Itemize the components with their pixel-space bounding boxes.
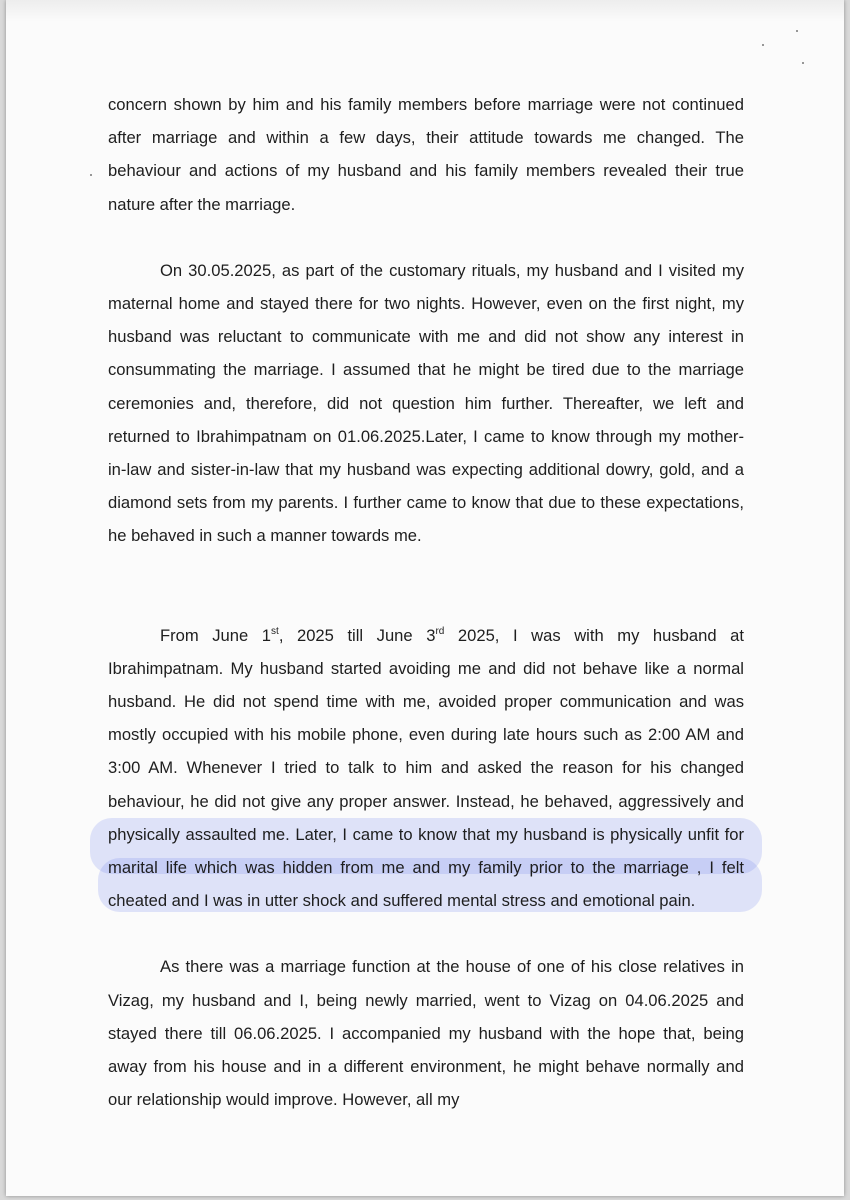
scan-speck <box>802 62 804 64</box>
scan-speck <box>796 30 798 32</box>
paragraph-1: concern shown by him and his family members before marriage were not continued after marriage and within a few days, their attitude towards me changed. The behaviour and actions of my husband and his family members revealed their true nature after the marriage. <box>108 95 744 214</box>
paragraph-3 <box>108 619 744 918</box>
paragraph-3-text-b: , 2025 till June 3 <box>278 625 436 645</box>
paragraph-3-text-a: From June 1 <box>160 625 272 645</box>
scan-speck <box>90 174 92 176</box>
document-page <box>6 0 844 1196</box>
scan-top-shading <box>6 0 844 22</box>
paragraph-2: On 30.05.2025, as part of the customary rituals, my husband and I visited my maternal home and stayed there for two nights. However, even on the first night, my husband was reluctant to communicate with me and did not show any interest in consummating the marriage. I assumed that he might be tired due to the marriage ceremonies and, therefore, did not question him further. Thereafter, we left and returned to Ibrahimpatnam on 01.06.2025.Later, I came to know through my mother-in-law and sister-in-law that my husband was expecting additional dowry, gold, and a diamond sets from my parents. I further came to know that due to these expectations, he behaved in such a manner towards me. <box>108 260 744 546</box>
scan-speck <box>762 44 764 46</box>
paragraph-3-text-c: 2025, I was with my husband at Ibrahimpatnam. My husband started avoiding me and did not behave like a normal husband. He did not spend time with me, avoided proper communication and was mostly occupied with his mobile phone, even during late hours such as 2:00 AM and 3:00 AM. Whenever I tried to talk to him and asked the reason for his changed behaviour, he did not give any proper answer. Instead, he behaved, aggressively and physically assaulted me. Later, I came to know that my husband is physically unfit for marital life which was hidden from me and my family prior to the marriage , I felt cheated and I was in utter shock and suffered mental stress and emotional pain. <box>108 625 744 911</box>
document-body <box>108 88 744 1116</box>
paragraph-4: As there was a marriage function at the house of one of his close relatives in Vizag, my husband and I, being newly married, went to Vizag on 04.06.2025 and stayed there till 06.06.2025. I accompanied my husband with the hope that, being away from his house and in a different environment, he might behave normally and our relationship would improve. However, all my <box>108 957 744 1110</box>
ordinal-superscript: rd <box>435 625 445 637</box>
ordinal-superscript: st <box>271 625 279 637</box>
